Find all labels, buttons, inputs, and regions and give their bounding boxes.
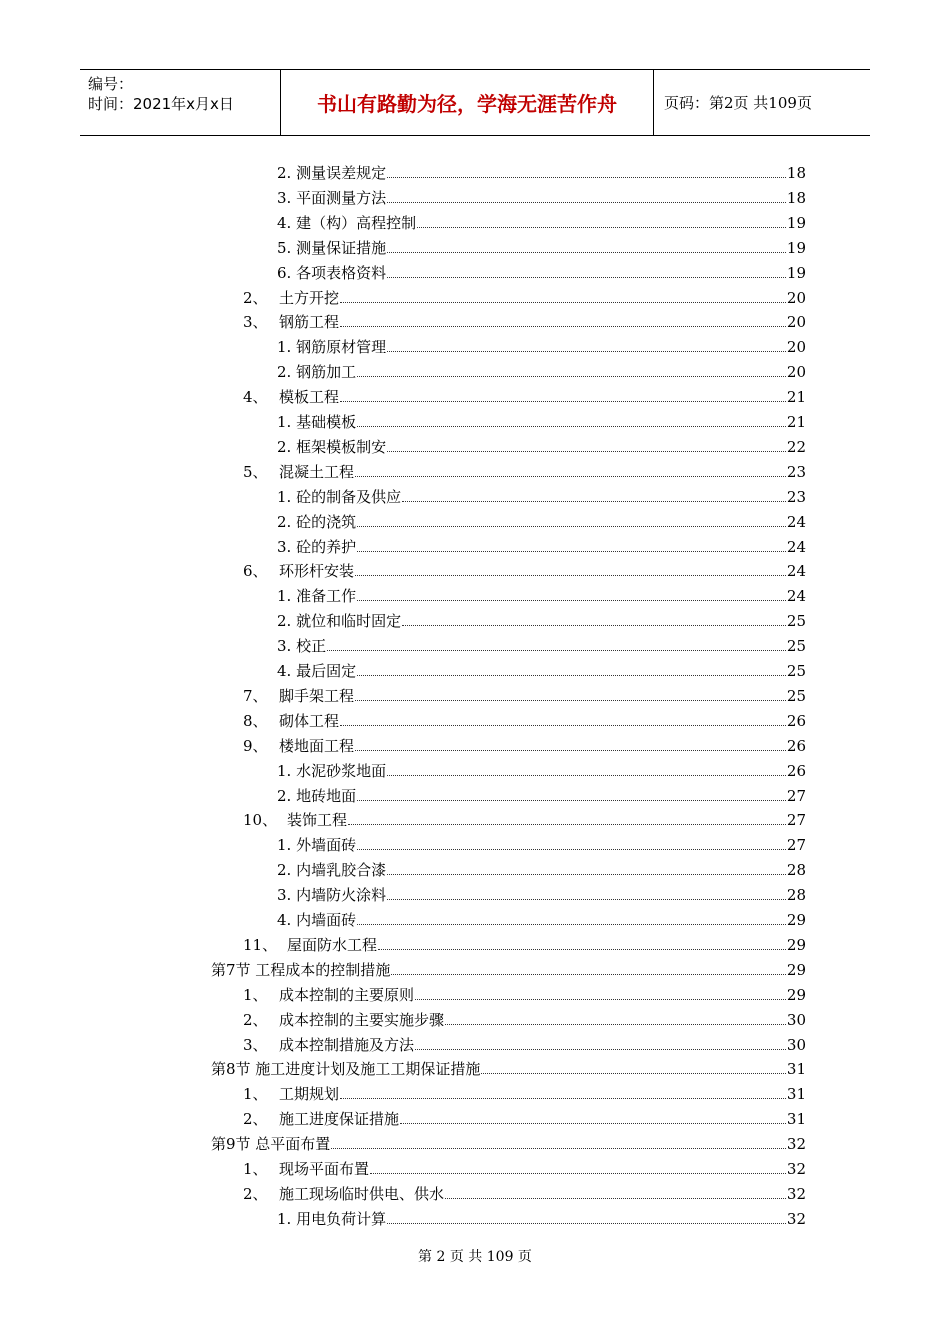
toc-entry-number: 2、	[243, 1184, 268, 1203]
toc-entry-page: 27	[786, 786, 806, 805]
toc-entry-number: 8、	[243, 711, 268, 730]
toc-entry-title	[277, 512, 356, 532]
toc-entry-title	[277, 537, 356, 557]
toc-entry[interactable]	[277, 209, 806, 233]
toc-entry-title	[243, 462, 354, 482]
toc-entry[interactable]	[211, 956, 806, 980]
toc-dot-leader	[387, 201, 786, 203]
toc-entry-number: 1、	[243, 1085, 268, 1104]
toc-dot-leader	[340, 400, 786, 402]
toc-dot-leader	[387, 1222, 786, 1224]
toc-entry-text: 2. 测量误差规定	[277, 164, 387, 182]
toc-dot-leader	[387, 873, 786, 875]
toc-entry[interactable]	[277, 533, 806, 557]
toc-entry-page: 24	[786, 562, 806, 581]
toc-entry[interactable]	[277, 582, 806, 606]
toc-dot-leader	[355, 699, 786, 701]
toc-entry-text: 1. 准备工作	[277, 587, 357, 606]
toc-entry-title	[243, 711, 339, 731]
toc-entry-page: 22	[786, 437, 806, 456]
toc-entry-number: 1、	[243, 985, 268, 1004]
toc-entry-page: 19	[786, 263, 806, 282]
toc-dot-leader	[391, 973, 786, 975]
toc-entry-title	[277, 337, 386, 357]
toc-entry-text: 施工现场临时供电、供水	[279, 1184, 445, 1203]
toc-entry-text: 钢筋工程	[279, 313, 340, 332]
page-header	[80, 69, 870, 136]
toc-dot-leader	[355, 475, 786, 477]
toc-entry[interactable]	[243, 1031, 806, 1055]
toc-dot-leader	[331, 1147, 786, 1149]
toc-entry-text: 第7节 工程成本的控制措施	[211, 960, 391, 979]
toc-entry[interactable]	[243, 383, 806, 407]
header-number: 编号：	[88, 75, 134, 93]
toc-entry[interactable]	[277, 333, 806, 357]
toc-entry-page: 30	[786, 1010, 806, 1029]
toc-entry-text: 2. 内墙乳胶合漆	[277, 861, 387, 880]
toc-entry-text: 1. 用电负荷计算	[277, 1209, 387, 1228]
toc-entry-text: 2. 就位和临时固定	[277, 612, 402, 631]
toc-dot-leader	[415, 998, 786, 1000]
toc-entry-number: 1、	[243, 1160, 268, 1178]
toc-dot-leader	[357, 848, 786, 850]
toc-entry-page: 32	[786, 1135, 806, 1154]
toc-entry-page: 31	[786, 1085, 806, 1104]
toc-dot-leader	[387, 176, 786, 178]
toc-entry-title	[277, 611, 401, 631]
toc-entry[interactable]	[243, 682, 806, 706]
toc-entry-page: 24	[786, 587, 806, 606]
toc-entry-page: 20	[786, 338, 806, 357]
toc-entry[interactable]	[277, 184, 806, 208]
toc-entry[interactable]	[277, 433, 806, 457]
toc-entry[interactable]	[243, 707, 806, 731]
toc-entry-title	[277, 362, 356, 382]
toc-dot-leader	[357, 375, 786, 377]
toc-entry-title	[243, 561, 354, 581]
toc-entry-number: 3、	[243, 313, 268, 332]
toc-entry-page: 26	[786, 736, 806, 755]
toc-entry-title	[243, 985, 414, 1005]
toc-dot-leader	[357, 599, 786, 601]
toc-dot-leader	[481, 1072, 786, 1074]
toc-entry-text: 砌体工程	[279, 711, 340, 730]
toc-dot-leader	[357, 525, 786, 527]
toc-entry[interactable]	[277, 831, 806, 855]
toc-entry-text: 现场平面布置	[279, 1160, 370, 1178]
toc-entry[interactable]	[243, 458, 806, 482]
toc-entry-title	[277, 213, 416, 233]
toc-entry[interactable]	[243, 732, 806, 756]
toc-entry[interactable]	[211, 1055, 806, 1079]
toc-entry-page: 20	[786, 363, 806, 382]
toc-entry-title	[243, 1084, 339, 1104]
toc-entry-page: 23	[786, 462, 806, 481]
toc-dot-leader	[445, 1197, 786, 1199]
toc-dot-leader	[357, 425, 786, 427]
toc-entry-title	[277, 1209, 386, 1229]
toc-dot-leader	[348, 823, 786, 825]
toc-dot-leader	[387, 774, 786, 776]
toc-entry[interactable]	[277, 632, 806, 656]
toc-entry-text: 第8节 施工进度计划及施工工期保证措施	[211, 1060, 481, 1079]
header-page-number: 页码：第2页 共109页	[664, 94, 812, 112]
toc-entry-page: 20	[786, 288, 806, 307]
toc-dot-leader	[357, 674, 786, 676]
toc-dot-leader	[417, 226, 786, 228]
toc-entry-title	[243, 736, 354, 756]
toc-entry-title	[243, 387, 339, 407]
toc-entry-title	[243, 935, 377, 955]
toc-dot-leader	[445, 1023, 786, 1025]
toc-entry[interactable]	[277, 483, 806, 507]
toc-entry-page: 28	[786, 861, 806, 880]
toc-entry-text: 施工进度保证措施	[279, 1110, 400, 1129]
toc-entry-text: 2. 钢筋加工	[277, 363, 357, 382]
toc-entry-page: 31	[786, 1060, 806, 1079]
toc-entry-number: 11、	[243, 935, 278, 954]
toc-entry-page: 23	[786, 487, 806, 506]
toc-entry[interactable]	[277, 881, 806, 905]
toc-entry-title	[243, 810, 347, 830]
toc-entry-number: 5、	[243, 462, 268, 481]
toc-entry-number: 2、	[243, 1010, 268, 1029]
toc-entry[interactable]	[277, 508, 806, 532]
toc-entry-title	[277, 586, 356, 606]
toc-entry-text: 3. 校正	[277, 637, 327, 656]
toc-entry-text: 3. 内墙防火涂料	[277, 886, 387, 905]
toc-entry-text: 2. 地砖地面	[277, 786, 357, 805]
toc-entry-text: 成本控制的主要原则	[279, 985, 415, 1004]
toc-dot-leader	[387, 450, 786, 452]
toc-entry-title	[243, 312, 339, 332]
toc-entry-page: 19	[786, 213, 806, 232]
toc-entry[interactable]	[243, 557, 806, 581]
toc-entry-page: 26	[786, 711, 806, 730]
toc-dot-leader	[387, 276, 786, 278]
page-footer: 第 2 页 共 109 页	[418, 1249, 532, 1265]
toc-dot-leader	[357, 799, 786, 801]
toc-entry-text: 第9节 总平面布置	[211, 1135, 331, 1154]
toc-entry-number: 10、	[243, 811, 278, 830]
toc-dot-leader	[357, 923, 786, 925]
toc-entry-text: 混凝土工程	[279, 462, 355, 481]
toc-entry-title	[277, 263, 386, 283]
toc-entry-page: 26	[786, 761, 806, 780]
toc-entry-number: 7、	[243, 686, 268, 705]
toc-entry-text: 6. 各项表格资料	[277, 263, 387, 282]
toc-entry-page: 18	[786, 164, 806, 182]
header-time: 时间：2021年x月x日	[88, 95, 234, 113]
toc-entry-title	[243, 1109, 399, 1129]
toc-entry-page: 25	[786, 662, 806, 680]
toc-entry-title	[243, 1010, 444, 1030]
toc-entry-page: 24	[786, 512, 806, 531]
toc-entry-page: 20	[786, 313, 806, 332]
toc-entry[interactable]	[277, 906, 806, 930]
toc-entry-number: 2、	[243, 1110, 268, 1129]
toc-entry[interactable]	[277, 234, 806, 258]
toc-dot-leader	[378, 948, 786, 950]
toc-entry[interactable]	[243, 284, 806, 308]
toc-entry-number: 4、	[243, 388, 268, 407]
toc-entry-title	[277, 238, 386, 258]
toc-entry-text: 工期规划	[279, 1085, 340, 1104]
toc-entry[interactable]	[277, 782, 806, 806]
toc-entry-title	[243, 288, 339, 308]
toc-entry-number: 6、	[243, 562, 268, 581]
toc-dot-leader	[415, 1048, 786, 1050]
toc-entry-text: 2. 框架模板制安	[277, 437, 387, 456]
toc-entry[interactable]	[243, 981, 806, 1005]
toc-dot-leader	[402, 624, 786, 626]
toc-dot-leader	[340, 1097, 786, 1099]
toc-dot-leader	[387, 898, 786, 900]
toc-dot-leader	[370, 1172, 786, 1174]
toc-dot-leader	[387, 251, 786, 253]
toc-entry-text: 1. 砼的制备及供应	[277, 487, 402, 506]
toc-entry[interactable]	[277, 856, 806, 880]
toc-entry-number: 9、	[243, 736, 268, 755]
toc-entry-text: 环形杆安装	[279, 562, 355, 581]
toc-entry-text: 5. 测量保证措施	[277, 238, 387, 257]
toc-entry-text: 楼地面工程	[279, 736, 355, 755]
toc-entry[interactable]	[277, 607, 806, 631]
toc-entry-title	[277, 636, 326, 656]
toc-dot-leader	[340, 724, 786, 726]
toc-entry-text: 3. 砼的养护	[277, 537, 357, 556]
toc-entry-page: 24	[786, 537, 806, 556]
toc-entry[interactable]	[243, 806, 806, 830]
toc-entry-text: 3. 平面测量方法	[277, 188, 387, 207]
toc-entry-page: 29	[786, 935, 806, 954]
header-motto: 书山有路勤为径，学海无涯苦作舟	[281, 70, 654, 135]
toc-entry-text: 模板工程	[279, 388, 340, 407]
toc-dot-leader	[327, 649, 786, 651]
toc-entry-page: 32	[786, 1184, 806, 1203]
toc-entry-title	[211, 960, 390, 980]
toc-entry-text: 脚手架工程	[279, 686, 355, 705]
toc-entry-page: 29	[786, 985, 806, 1004]
toc-entry-text: 成本控制措施及方法	[279, 1035, 415, 1054]
toc-entry-title	[277, 661, 356, 681]
toc-entry-page: 30	[786, 1035, 806, 1054]
toc-dot-leader	[340, 301, 786, 303]
toc-entry-title	[211, 1059, 480, 1079]
toc-entry-title	[277, 437, 386, 457]
toc-entry-title	[277, 835, 356, 855]
toc-entry-page: 25	[786, 637, 806, 656]
toc-entry-title	[243, 1035, 414, 1055]
toc-dot-leader	[355, 749, 786, 751]
toc-entry[interactable]	[243, 308, 806, 332]
toc-entry[interactable]	[243, 1080, 806, 1104]
toc-entry-title	[277, 761, 386, 781]
toc-dot-leader	[355, 574, 786, 576]
toc-entry-text: 土方开挖	[279, 288, 340, 307]
toc-entry[interactable]	[243, 1180, 806, 1204]
toc-entry-title	[243, 686, 354, 706]
toc-entry-text: 4. 最后固定	[277, 662, 357, 680]
toc-dot-leader	[357, 550, 786, 552]
toc-entry-text: 4. 内墙面砖	[277, 911, 357, 929]
toc-entry[interactable]	[277, 757, 806, 781]
toc-entry-title	[243, 1159, 369, 1179]
toc-entry-text: 1. 基础模板	[277, 413, 357, 431]
toc-entry-title	[277, 412, 356, 432]
toc-entry-page: 31	[786, 1110, 806, 1129]
toc-entry-page: 25	[786, 686, 806, 705]
toc-entry[interactable]	[277, 1205, 806, 1229]
toc-entry[interactable]	[277, 657, 806, 681]
toc-entry[interactable]	[243, 1155, 806, 1179]
toc-entry-title	[277, 188, 386, 208]
toc-dot-leader	[340, 325, 786, 327]
toc-entry-page: 21	[786, 413, 806, 431]
toc-entry[interactable]	[277, 159, 806, 183]
toc-entry-title	[277, 885, 386, 905]
toc-entry[interactable]	[243, 931, 806, 955]
toc-entry-title	[211, 1134, 330, 1154]
toc-entry-text: 成本控制的主要实施步骤	[279, 1010, 445, 1029]
toc-dot-leader	[402, 500, 786, 502]
toc-entry-page: 29	[786, 911, 806, 929]
toc-entry[interactable]	[277, 408, 806, 432]
toc-entry-page: 32	[786, 1160, 806, 1178]
toc-entry-page: 27	[786, 836, 806, 855]
toc-entry[interactable]	[243, 1105, 806, 1129]
toc-entry-title	[277, 487, 401, 507]
toc-entry-text: 装饰工程	[287, 811, 348, 830]
toc-entry-title	[277, 786, 356, 806]
toc-entry-number: 3、	[243, 1035, 268, 1054]
toc-entry-title	[277, 910, 356, 930]
toc-entry[interactable]	[243, 1006, 806, 1030]
header-meta	[80, 70, 281, 135]
toc-entry-page: 27	[786, 811, 806, 830]
toc-entry-page: 29	[786, 960, 806, 979]
toc-entry[interactable]	[277, 259, 806, 283]
toc-entry-page: 28	[786, 886, 806, 905]
toc-entry-text: 2. 砼的浇筑	[277, 512, 357, 531]
toc-entry-page: 19	[786, 238, 806, 257]
toc-entry-page: 25	[786, 612, 806, 631]
toc-entry-title	[277, 163, 386, 183]
toc-dot-leader	[400, 1122, 786, 1124]
toc-entry-title	[277, 860, 386, 880]
toc-entry-text: 1. 钢筋原材管理	[277, 338, 387, 357]
toc-entry-text: 4. 建（构）高程控制	[277, 213, 417, 232]
toc-entry-page: 32	[786, 1209, 806, 1228]
toc-entry-page: 21	[786, 388, 806, 407]
toc-dot-leader	[387, 350, 786, 352]
toc-entry-text: 屋面防水工程	[287, 935, 378, 954]
toc-entry[interactable]	[277, 358, 806, 382]
toc-entry[interactable]	[211, 1130, 806, 1154]
toc-entry-page: 18	[786, 188, 806, 207]
toc-entry-title	[243, 1184, 444, 1204]
toc-entry-text: 1. 水泥砂浆地面	[277, 761, 387, 780]
toc-entry-text: 1. 外墙面砖	[277, 836, 357, 855]
toc-entry-number: 2、	[243, 288, 268, 307]
